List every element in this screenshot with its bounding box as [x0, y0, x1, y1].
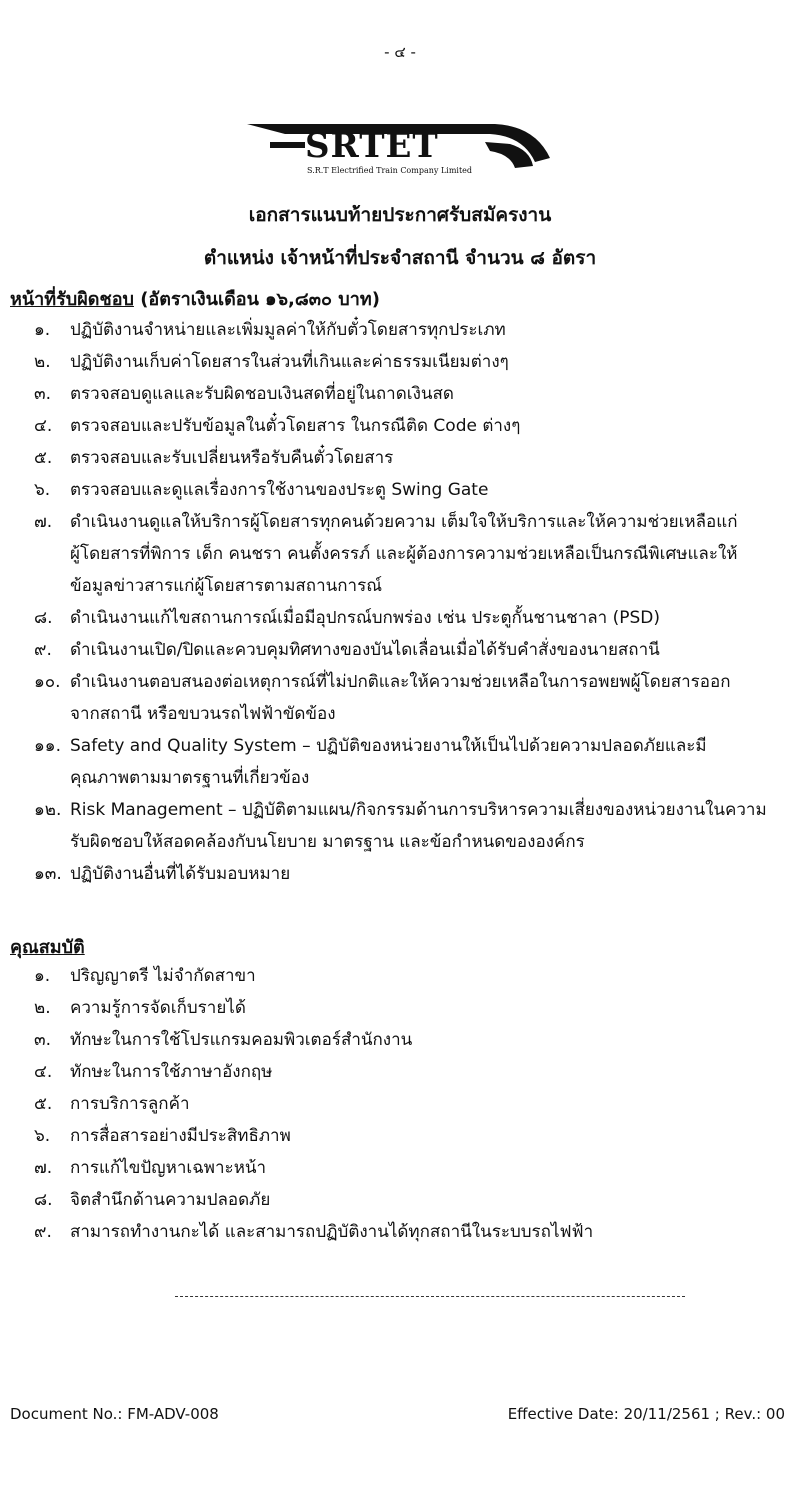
item-line: จิตสำนึกด้านความปลอดภัย [70, 1190, 271, 1210]
qualifications-heading [10, 932, 85, 961]
page-number: - ๔ - [384, 43, 416, 61]
item-number: ๒. [34, 352, 51, 372]
item-line: การแก้ไขปัญหาเฉพาะหน้า [70, 1158, 267, 1178]
item-text [70, 1088, 800, 1120]
item-text [70, 1024, 800, 1056]
item-text [70, 634, 800, 666]
item-text [70, 1216, 800, 1248]
list-item [0, 378, 800, 410]
effective-date: Effective Date: 20/11/2561 ; Rev.: 00 [507, 1405, 785, 1423]
item-number: ๕. [34, 1094, 53, 1114]
list-item [0, 506, 800, 602]
duties-label: หน้าที่รับผิดชอบ [10, 289, 134, 310]
item-text [70, 960, 800, 992]
item-number: ๑๒. [34, 800, 62, 820]
list-item [0, 1056, 800, 1088]
item-line: ปริญญาตรี ไม่จำกัดสาขา [70, 966, 256, 986]
list-item [0, 634, 800, 666]
list-item [0, 602, 800, 634]
item-number: ๑๑. [34, 736, 61, 756]
item-text [70, 858, 800, 890]
list-item [0, 666, 800, 730]
list-item [0, 346, 800, 378]
item-text [70, 314, 800, 346]
list-item [0, 960, 800, 992]
item-number: ๗. [34, 512, 53, 532]
item-number: ๔. [34, 1062, 53, 1082]
item-line: ดำเนินงานตอบสนองต่อเหตุการณ์ที่ไม่ปกติและให้ความช่วยเหลือในการอพยพผู้โดยสารออก [70, 672, 731, 692]
item-number: ๖. [34, 480, 51, 500]
item-text [70, 1152, 800, 1184]
item-number: ๙. [34, 1222, 52, 1242]
item-line: ทักษะในการใช้โปรแกรมคอมพิวเตอร์สำนักงาน [70, 1030, 413, 1050]
item-number: ๑๓. [34, 864, 62, 884]
item-line: ผู้โดยสารที่พิการ เด็ก คนชรา คนตั้งครรภ์ และผู้ต้องการความช่วยเหลือเป็นกรณีพิเศษและให้ [70, 544, 738, 564]
document-number: Document No.: FM-ADV-008 [10, 1405, 219, 1423]
item-line: สามารถทำงานกะได้ และสามารถปฏิบัติงานได้ทุกสถานีในระบบรถไฟฟ้า [70, 1222, 594, 1242]
item-text [70, 602, 800, 634]
item-line: รับผิดชอบให้สอดคล้องกับนโยบาย มาตรฐาน และข้อกำหนดขององค์กร [70, 832, 585, 852]
qualifications-list [0, 960, 800, 1248]
list-item [0, 442, 800, 474]
list-item [0, 314, 800, 346]
item-number: ๗. [34, 1158, 53, 1178]
item-line: ตรวจสอบและปรับข้อมูลในตั๋วโดยสาร ในกรณีติด Code ต่างๆ [70, 416, 521, 436]
list-item [0, 410, 800, 442]
item-line: การบริการลูกค้า [70, 1094, 190, 1114]
position-title: ตำแหน่ง เจ้าหน้าที่ประจำสถานี จำนวน ๘ อัตรา [203, 247, 597, 269]
item-text [70, 506, 800, 602]
item-line: Risk Management – ปฏิบัติตามแผน/กิจกรรมด้านการบริหารความเสี่ยงของหน่วยงานในความ [70, 800, 767, 820]
item-number: ๓. [34, 1030, 52, 1050]
item-line: ตรวจสอบดูแลและรับผิดชอบเงินสดที่อยู่ในถาดเงินสด [70, 384, 454, 404]
document-title: เอกสารแนบท้ายประกาศรับสมัครงาน [248, 204, 552, 226]
list-item [0, 992, 800, 1024]
item-text [70, 410, 800, 442]
item-line: Safety and Quality System – ปฏิบัติของหน่วยงานให้เป็นไปด้วยความปลอดภัยและมี [70, 736, 707, 756]
item-text [70, 1184, 800, 1216]
item-line: จากสถานี หรือขบวนรถไฟฟ้าขัดข้อง [70, 704, 336, 724]
item-line: ปฏิบัติงานอื่นที่ได้รับมอบหมาย [70, 864, 291, 884]
item-number: ๖. [34, 1126, 51, 1146]
qualifications-label: คุณสมบัติ [10, 937, 85, 958]
item-text [70, 730, 800, 794]
list-item [0, 730, 800, 794]
list-item [0, 1120, 800, 1152]
item-number: ๘. [34, 1190, 53, 1210]
item-text [70, 794, 800, 858]
divider [175, 1296, 685, 1297]
item-line: ดำเนินงานดูแลให้บริการผู้โดยสารทุกคนด้วยความ เต็มใจให้บริการและให้ความช่วยเหลือแก่ [70, 512, 738, 532]
list-item [0, 1152, 800, 1184]
item-line: การสื่อสารอย่างมีประสิทธิภาพ [70, 1126, 291, 1146]
item-line: ปฏิบัติงานเก็บค่าโดยสารในส่วนที่เกินและค่าธรรมเนียมต่างๆ [70, 352, 509, 372]
item-line: ทักษะในการใช้ภาษาอังกฤษ [70, 1062, 273, 1082]
list-item [0, 1024, 800, 1056]
list-item [0, 474, 800, 506]
item-line: ปฏิบัติงานจำหน่ายและเพิ่มมูลค่าให้กับตั๋วโดยสารทุกประเภท [70, 320, 506, 340]
item-text [70, 442, 800, 474]
item-text [70, 346, 800, 378]
item-line: ตรวจสอบและรับเปลี่ยนหรือรับคืนตั๋วโดยสาร [70, 448, 394, 468]
item-number: ๑. [34, 320, 51, 340]
item-line: ความรู้การจัดเก็บรายได้ [70, 998, 246, 1018]
item-text [70, 666, 800, 730]
item-number: ๒. [34, 998, 51, 1018]
item-line: ดำเนินงานเปิด/ปิดและควบคุมทิศทางของบันไดเลื่อนเมื่อได้รับคำสั่งของนายสถานี [70, 640, 660, 660]
list-item [0, 858, 800, 890]
list-item [0, 1088, 800, 1120]
salary-text: (อัตราเงินเดือน ๑๖,๘๓๐ บาท) [133, 289, 380, 310]
logo-subtitle: S.R.T Electrified Train Company Limited [307, 166, 473, 175]
item-text [70, 378, 800, 410]
logo-text: SRTET [305, 126, 439, 166]
item-text [70, 1056, 800, 1088]
item-text [70, 474, 800, 506]
item-number: ๓. [34, 384, 52, 404]
item-number: ๑. [34, 966, 51, 986]
item-number: ๑๐. [34, 672, 61, 692]
srtet-logo [245, 118, 555, 180]
item-number: ๙. [34, 640, 52, 660]
item-line: ข้อมูลข่าวสารแก่ผู้โดยสารตามสถานการณ์ [70, 576, 382, 596]
item-number: ๕. [34, 448, 53, 468]
item-number: ๘. [34, 608, 53, 628]
duties-heading [10, 284, 380, 313]
list-item [0, 1184, 800, 1216]
item-line: คุณภาพตามมาตรฐานที่เกี่ยวข้อง [70, 768, 310, 788]
item-line: ดำเนินงานแก้ไขสถานการณ์เมื่อมีอุปกรณ์บกพร่อง เช่น ประตูกั้นชานชาลา (PSD) [70, 608, 661, 628]
item-number: ๔. [34, 416, 53, 436]
item-text [70, 992, 800, 1024]
item-text [70, 1120, 800, 1152]
list-item [0, 794, 800, 858]
item-line: ตรวจสอบและดูแลเรื่องการใช้งานของประตู Swing Gate [70, 480, 489, 500]
duties-list [0, 314, 800, 890]
list-item [0, 1216, 800, 1248]
